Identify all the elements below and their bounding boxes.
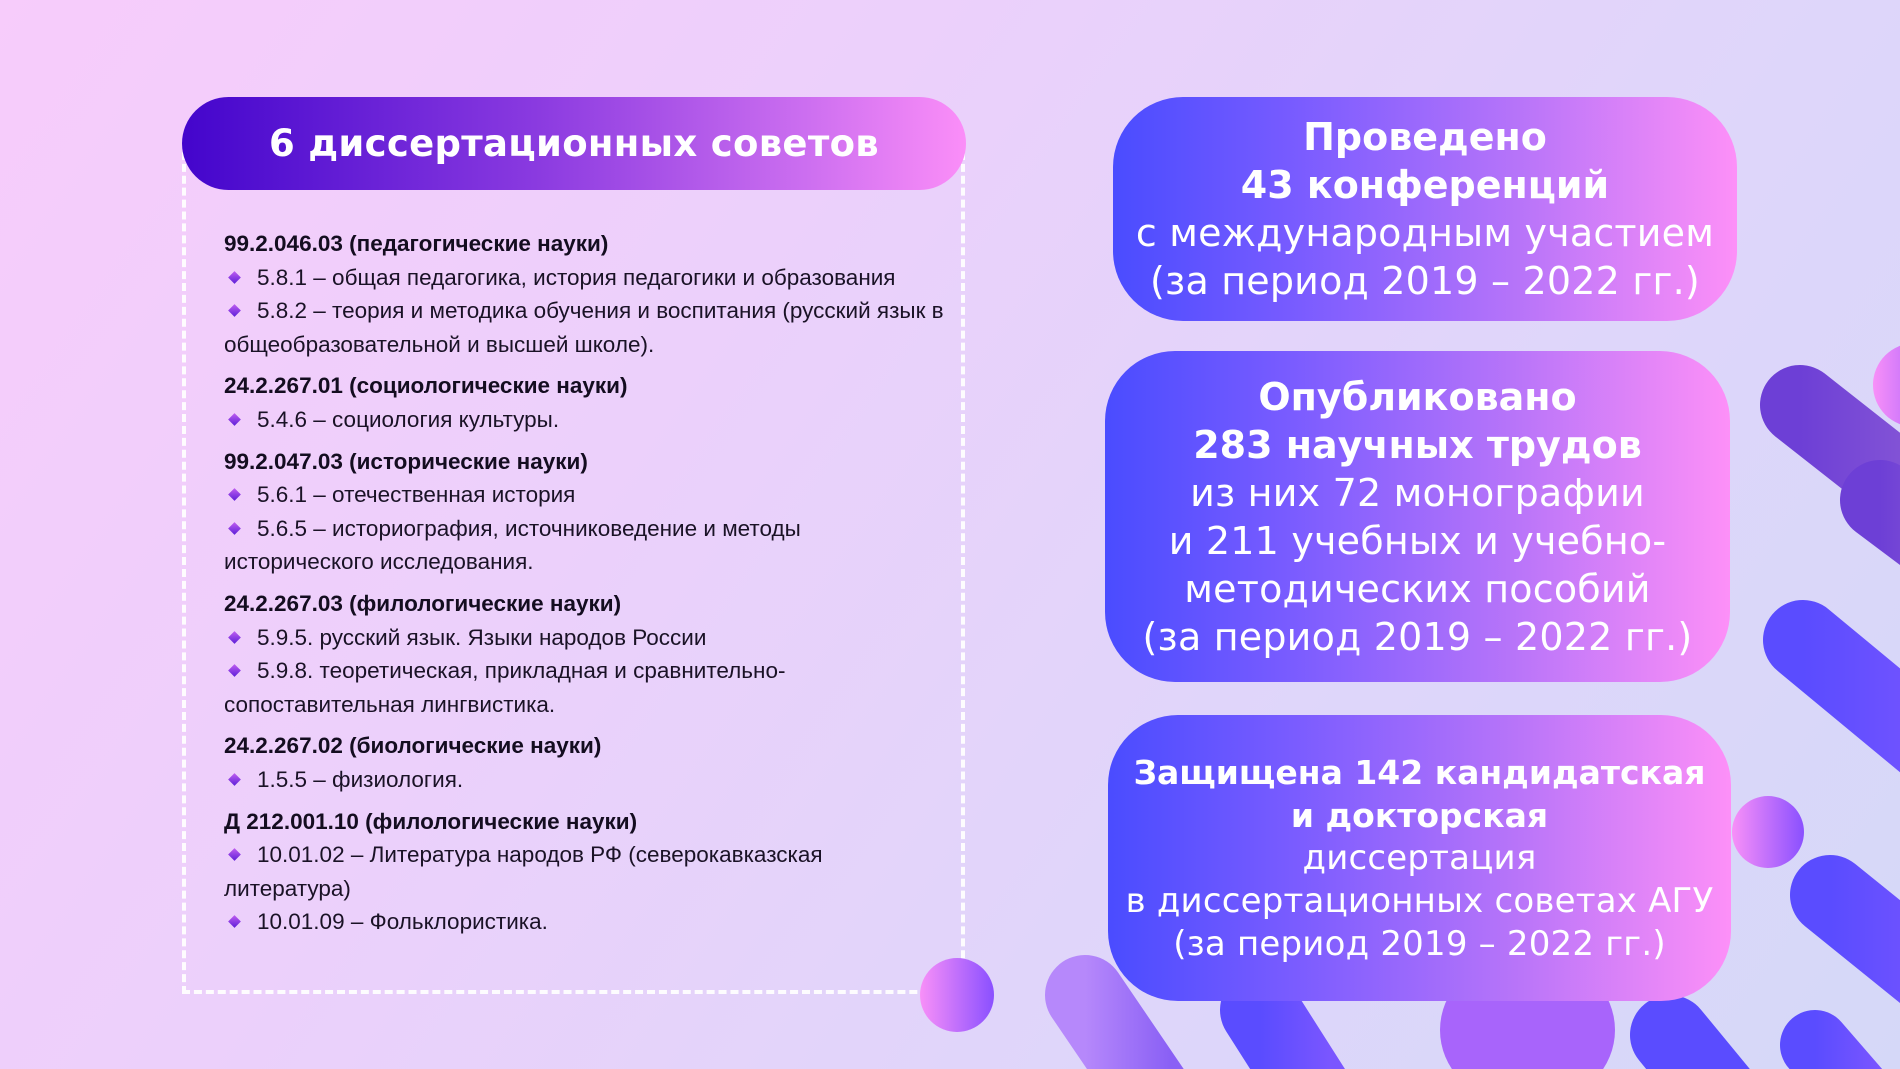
list-item: 10.01.09 – Фольклористика. [224,905,944,939]
council-group [224,729,944,796]
card-light-line: (за период 2019 – 2022 гг.) [1150,259,1700,303]
council-title: 24.2.267.01 (социологические науки) [224,373,628,399]
list-item: 5.6.1 – отечественная история [224,478,944,512]
card-light-line: и 211 учебных и учебно- [1168,518,1667,563]
stat-card-conferences [1113,97,1737,321]
council-group [224,587,944,721]
diamond-bullet-icon [228,848,241,861]
council-title: Д 212.001.10 (филологические науки) [224,808,638,834]
list-item: 1.5.5 – физиология. [224,763,944,797]
card-bold-line: Проведено [1303,115,1547,159]
council-title: 99.2.047.03 (исторические науки) [224,448,588,474]
list-item: 5.8.2 – теория и методика обучения и воспитания (русский язык в общеобразовательной и высшей школе). [224,298,944,357]
diamond-bullet-icon [228,631,241,644]
card-bold-line: 283 научных трудов [1193,422,1642,467]
council-title: 99.2.046.03 (педагогические науки) [224,231,609,256]
card-bold-line: 43 конференций [1240,163,1610,207]
stat-card-dissertations [1108,715,1731,1001]
card-light-line: с международным участием [1135,211,1715,255]
card-bold-line: и докторская [1290,795,1549,835]
stat-card-publications [1105,351,1730,682]
councils-header-title: 6 диссертационных советов [268,122,880,165]
council-title: 24.2.267.03 (филологические науки) [224,590,622,616]
card-light-line: методических пособий [1184,566,1651,611]
list-item: 10.01.02 – Литература народов РФ (северокавказская литература) [224,842,823,901]
council-title: 24.2.267.02 (биологические науки) [224,733,602,759]
card-bold-line: Защищена 142 кандидатская [1133,752,1706,792]
diamond-bullet-icon [228,413,241,426]
list-item: 5.6.5 – историография, источниковедение и методы исторического исследования. [224,515,801,575]
card-light-line: в диссертационных советах АГУ [1125,880,1714,921]
diamond-bullet-icon [228,915,241,928]
card-bold-line: Опубликовано [1258,374,1577,419]
card-light-line: (за период 2019 – 2022 гг.) [1142,614,1693,659]
list-item: 5.9.5. русский язык. Языки народов России [224,621,944,655]
council-group [224,227,944,361]
councils-list [224,227,944,947]
list-item: 5.4.6 – социология культуры. [224,403,944,437]
decorative-circle [920,958,994,1032]
council-group [224,369,944,436]
diamond-bullet-icon [228,271,241,284]
councils-header [182,97,966,190]
diamond-bullet-icon [228,488,241,501]
council-group [224,445,944,579]
card-light-line: (за период 2019 – 2022 гг.) [1173,923,1666,964]
diamond-bullet-icon [228,773,241,786]
list-item: 5.9.8. теоретическая, прикладная и сравнительно-сопоставительная лингвистика. [224,658,786,717]
card-light-line: из них 72 монографии [1190,470,1645,515]
diamond-bullet-icon [228,664,241,677]
council-group [224,805,944,939]
diamond-bullet-icon [228,304,241,317]
card-light-line: диссертация [1302,837,1537,878]
diamond-bullet-icon [228,522,241,535]
list-item: 5.8.1 – общая педагогика, история педагогики и образования [224,261,944,295]
